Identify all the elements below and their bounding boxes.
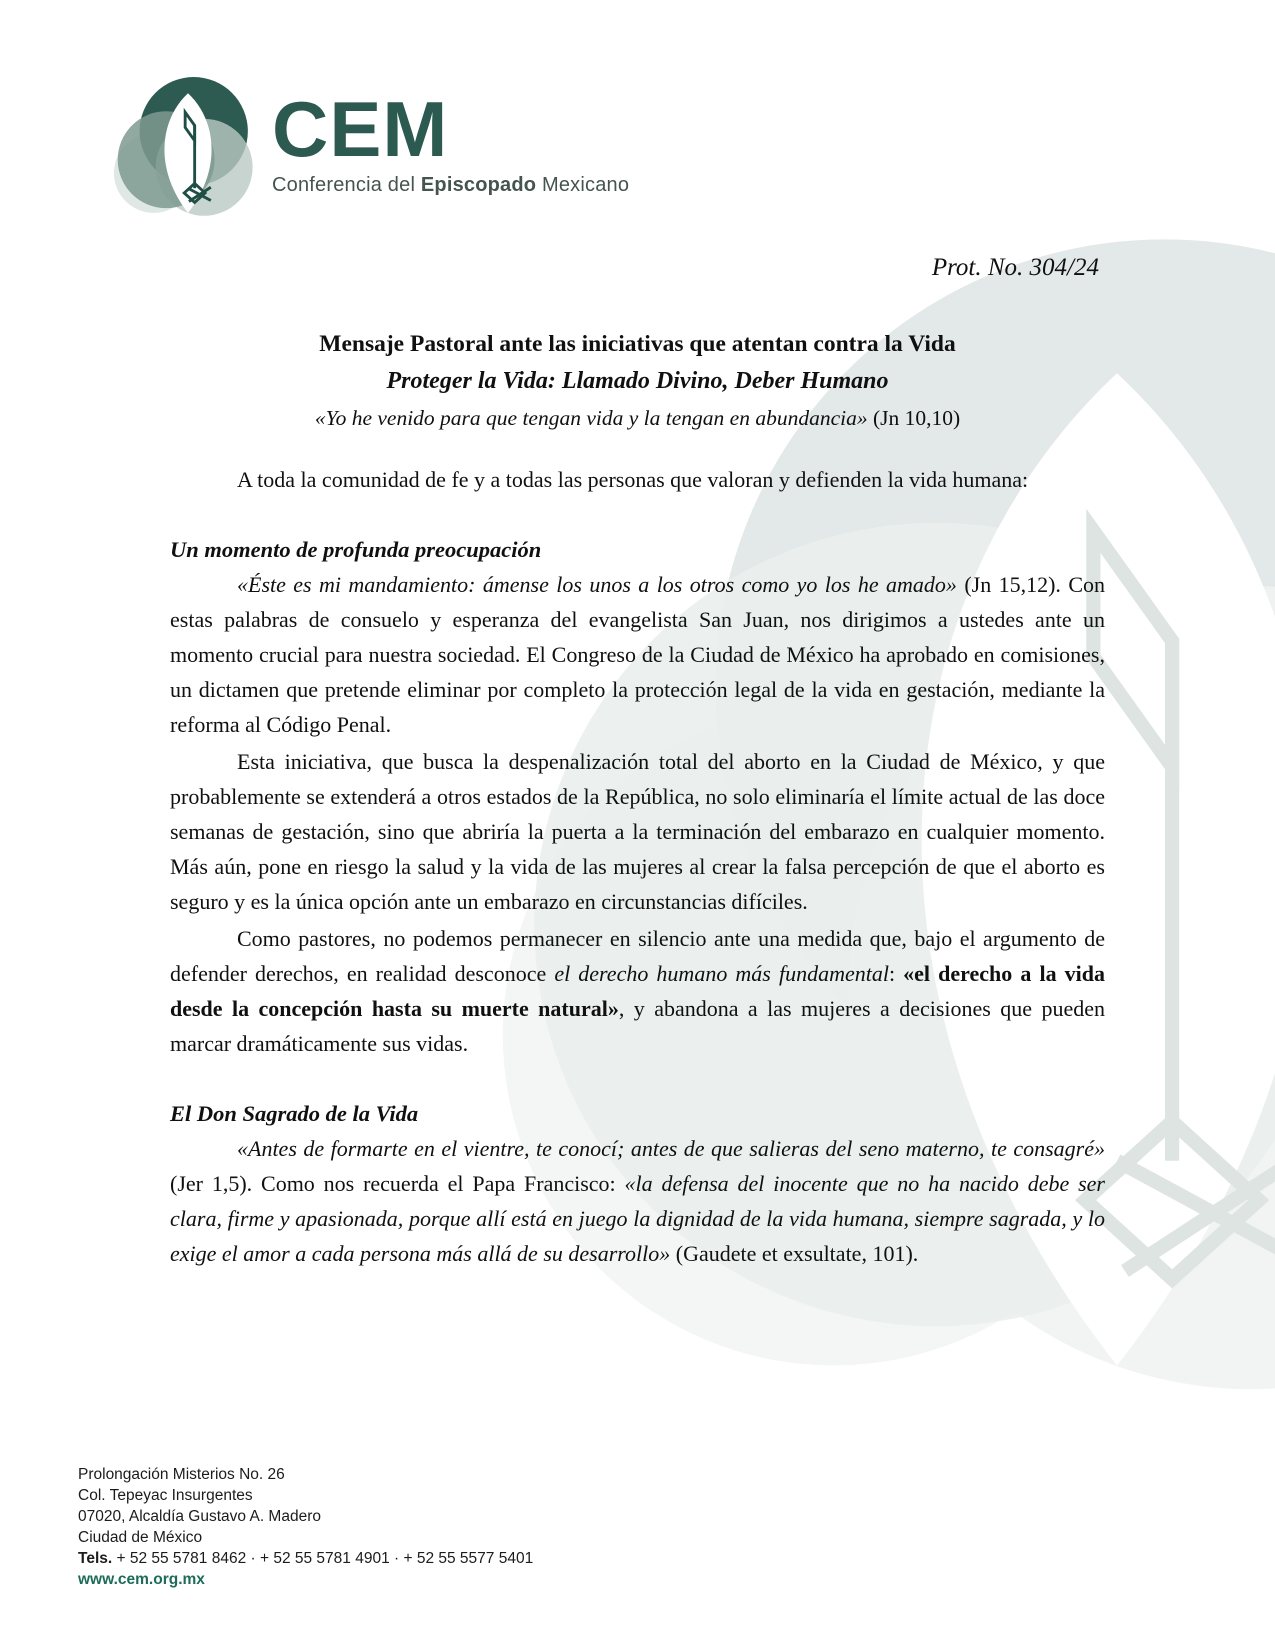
text-run: «Antes de formarte en el vientre, te conocí; antes de que salieras del seno materno, te consagré» [237, 1136, 1105, 1161]
tagline-bold: Episcopado [420, 173, 537, 196]
text-run: «el derecho a la vida desde la concepción hasta su muerte natural» [170, 961, 1106, 1021]
text-run: : [888, 961, 904, 986]
logo-tagline [272, 174, 629, 197]
protocol-number: Prot. No. 304/24 [931, 254, 1099, 281]
document-epigraph [170, 400, 1105, 437]
text-run: , y abandona a las mujeres a decisiones que pueden marcar dramáticamente sus vidas. [170, 996, 1105, 1056]
section-heading [170, 1096, 1105, 1131]
document-body [170, 462, 1105, 1273]
logo-wordmark: CEM [272, 85, 449, 174]
text-run: A toda la comunidad de fe y a todas las personas que valoran y defienden la vida humana: [237, 467, 1029, 492]
text-run: «Éste es mi mandamiento: ámense los unos a los otros como yo los he amado» [237, 572, 957, 597]
cem-logo [112, 72, 629, 217]
tagline-prefix: Conferencia del [272, 173, 421, 196]
epigraph-reference: (Jn 10,10) [867, 406, 961, 430]
text-run: «la defensa del inocente que no ha nacido debe ser clara, firme y apasionada, porque allí está en juego la dignidad de la vida humana, siempre sagrada, y lo exige el amor a cada persona más allá de su desarrollo» [170, 1171, 1105, 1266]
title-block [170, 326, 1105, 437]
phones-value: + 52 55 5781 8462 · + 52 55 5781 4901 · + 52 55 5577 5401 [112, 1550, 534, 1567]
text-run: (Gaudete et exsultate, 101). [670, 1241, 919, 1266]
text-run: Un momento de profunda preocupación [170, 537, 542, 562]
address-line: 07020, Alcaldía Gustavo A. Madero [78, 1508, 321, 1525]
phones-label: Tels. [78, 1550, 113, 1567]
address-line: Col. Tepeyac Insurgentes [78, 1487, 253, 1504]
text-run: (Jer 1,5). Como nos recuerda el Papa Francisco: [170, 1171, 625, 1196]
text-run: Esta iniciativa, que busca la despenalización total del aborto en la Ciudad de México, y que probablemente se extenderá a otros estados de la República, no solo eliminaría el límite actual de las doce semanas de gestación, sino que abriría la puerta a la terminación del embarazo en cualquier momento. Más aún, pone en riesgo la salud y la vida de las mujeres al crear la falsa percepción de que el aborto es seguro y es la única opción ante un embarazo en circunstancias difíciles. [170, 749, 1105, 914]
text-run: El Don Sagrado de la Vida [170, 1101, 419, 1126]
text-run: (Jn 15,12). Con estas palabras de consuelo y esperanza del evangelista San Juan, nos dirigimos a ustedes ante un momento crucial para nuestra sociedad. El Congreso de la Ciudad de México ha aprobado en comisiones, un dictamen que pretende eliminar por completo la protección legal de la vida en gestación, mediante la reforma al Código Penal. [170, 572, 1106, 737]
document-subtitle: Proteger la Vida: Llamado Divino, Deber Humano [386, 368, 889, 394]
logo-text [272, 85, 630, 196]
address-line: Ciudad de México [78, 1529, 203, 1546]
cem-logo-mark-icon [112, 72, 264, 217]
body-paragraph [170, 567, 1105, 742]
address-line: Prolongación Misterios No. 26 [78, 1466, 285, 1483]
footer-address [78, 1464, 533, 1548]
footer [78, 1464, 533, 1590]
document-title: Mensaje Pastoral ante las iniciativas que atentan contra la Vida [319, 331, 956, 357]
tagline-suffix: Mexicano [536, 173, 630, 196]
body-paragraph [170, 744, 1105, 919]
website-link[interactable]: www.cem.org.mx [78, 1571, 205, 1588]
body-paragraph [170, 462, 1105, 497]
text-run: Como pastores, no podemos permanecer en silencio ante una medida que, bajo el argumento de defender derechos, en realidad desconoce [170, 926, 1105, 986]
text-run: el derecho humano más fundamental [554, 961, 889, 986]
section-heading [170, 532, 1105, 567]
body-paragraph [170, 1131, 1105, 1271]
footer-phones [78, 1548, 533, 1569]
epigraph-quote: «Yo he venido para que tengan vida y la tengan en abundancia» [314, 406, 868, 430]
body-paragraph [170, 921, 1105, 1061]
